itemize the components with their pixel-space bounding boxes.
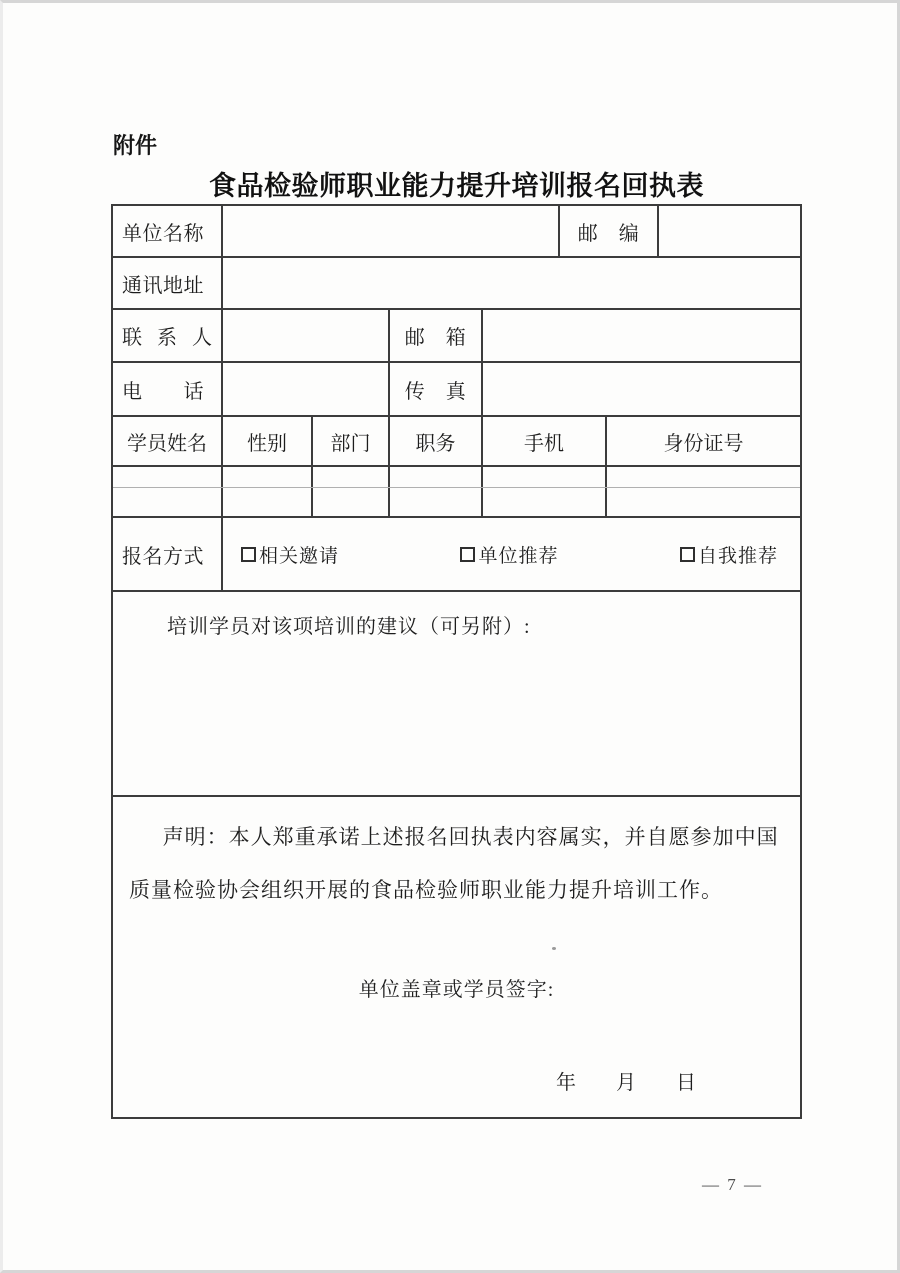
fax-input-cell[interactable]	[483, 363, 800, 415]
student-gender-cell[interactable]	[223, 488, 313, 516]
contact-input-cell[interactable]	[223, 310, 390, 361]
phone-label: 电 话	[113, 363, 223, 415]
student-name-cell[interactable]	[113, 488, 223, 516]
row-unit-name	[113, 206, 800, 258]
student-position-cell[interactable]	[390, 467, 483, 487]
student-position-cell[interactable]	[390, 488, 483, 516]
checkbox-self-recommend-option[interactable]	[680, 541, 778, 568]
row-suggestion	[113, 592, 800, 797]
address-label: 通讯地址	[113, 258, 223, 308]
row-declaration	[113, 797, 800, 1117]
address-input-cell[interactable]	[223, 258, 800, 308]
student-gender-header: 性别	[223, 417, 313, 465]
student-department-cell[interactable]	[313, 467, 390, 487]
registration-form-table	[111, 204, 802, 1119]
students-header-row	[113, 417, 800, 467]
fax-label: 传 真	[390, 363, 483, 415]
student-gender-cell[interactable]	[223, 467, 313, 487]
checkbox-invited-option[interactable]	[241, 541, 339, 568]
date-label[interactable]: 年 月 日	[556, 1072, 696, 1094]
student-id-header: 身份证号	[663, 432, 744, 455]
unit-name-input-cell[interactable]	[223, 206, 560, 256]
row-registration-method	[113, 518, 800, 592]
form-title: 食品检验师职业能力提升培训报名回执表	[209, 171, 704, 202]
checkbox-icon[interactable]	[460, 547, 475, 562]
postal-code-label: 邮 编	[560, 206, 659, 256]
student-department-cell[interactable]	[313, 488, 390, 516]
checkbox-unit-recommend-option[interactable]	[460, 541, 558, 568]
student-name-cell[interactable]	[113, 467, 223, 487]
student-empty-row-2	[113, 488, 800, 518]
student-id-cell[interactable]	[607, 467, 800, 487]
student-name-header: 学员姓名	[113, 417, 223, 465]
student-mobile-header: 手机	[483, 417, 607, 465]
checkbox-invited-label: 相关邀请	[259, 545, 340, 567]
signature-label[interactable]: 单位盖章或学员签字:	[358, 979, 555, 1001]
contact-label: 联 系 人	[113, 310, 223, 361]
registration-method-options	[223, 518, 800, 590]
suggestion-area[interactable]	[113, 592, 800, 795]
registration-method-label: 报名方式	[113, 518, 223, 590]
student-position-header: 职务	[390, 417, 483, 465]
student-mobile-cell[interactable]	[483, 467, 607, 487]
postal-code-input-cell[interactable]	[659, 206, 800, 256]
row-contact	[113, 310, 800, 363]
row-address	[113, 258, 800, 310]
unit-name-label: 单位名称	[113, 206, 223, 256]
student-id-cell[interactable]	[607, 488, 800, 516]
checkbox-icon[interactable]	[241, 547, 256, 562]
student-empty-row-1	[113, 467, 800, 488]
attachment-label: 附件	[113, 134, 158, 159]
checkbox-unit-recommend-label: 单位推荐	[478, 545, 559, 567]
declaration-text: 声明：本人郑重承诺上述报名回执表内容属实，并自愿参加中国质量检验协会组织开展的食品检验师职业能力提升培训工作。	[129, 825, 779, 902]
suggestion-label: 培训学员对该项培训的建议（可另附）:	[167, 616, 531, 638]
checkbox-self-recommend-label: 自我推荐	[697, 545, 778, 567]
scan-speck-artifact	[552, 947, 556, 950]
student-department-header: 部门	[313, 417, 390, 465]
email-label: 邮 箱	[390, 310, 483, 361]
page-number: — 7 —	[702, 1175, 763, 1194]
student-mobile-cell[interactable]	[483, 488, 607, 516]
declaration-area	[113, 797, 800, 1117]
email-input-cell[interactable]	[483, 310, 800, 361]
row-phone	[113, 363, 800, 417]
phone-input-cell[interactable]	[223, 363, 390, 415]
checkbox-icon[interactable]	[680, 547, 695, 562]
